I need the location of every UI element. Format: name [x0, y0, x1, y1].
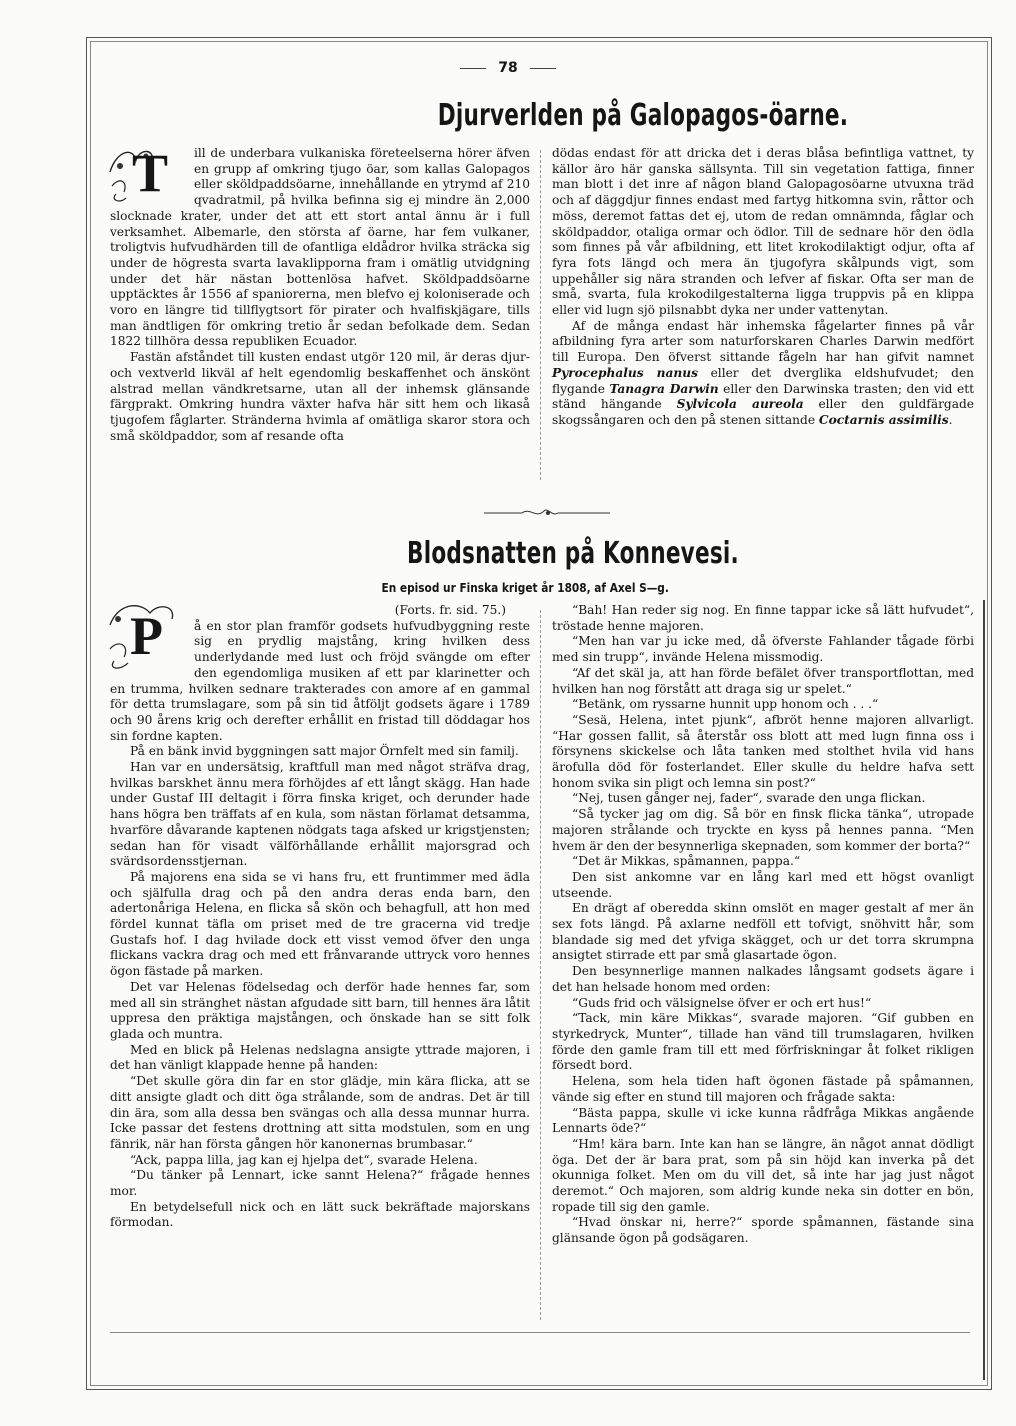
text-run: eller det dverglika eldshufvudet; den flygande — [552, 365, 975, 396]
paragraph: Den besynnerlige mannen nalkades långsamt godsets ägare i det han helsade honom med orden: — [552, 964, 974, 994]
page-number-rule-left — [460, 68, 486, 69]
article1-column-left — [110, 143, 530, 444]
bottom-rule — [110, 1332, 970, 1333]
paragraph: “Betänk, om ryssarne hunnit upp honom och . . .“ — [572, 697, 879, 712]
paragraph: “Guds frid och välsignelse öfver er och ert hus!“ — [572, 995, 872, 1010]
paragraph: “Det skulle göra din far en stor glädje, min kära flicka, att se ditt ansigte gladt och ditt öga strålande, som de andras. Det är till din ära, som alla dessa ben svängas och alla dessa munnar hurra. Icke passar det festens drottning att sitta modstulen, som en ung fänrik, när han första gången hör kanonernas brumbasar.“ — [110, 1074, 530, 1151]
article2-column-left — [110, 603, 530, 1231]
paragraph: Han var en undersätsig, kraftfull man med något sträfva drag, hvilkas barskhet ännu mera förhöjdes af ett långt skägg. Han hade under Gustaf III deltagit i förra finska kriget, och derunder hade hans högra ben träffats af en kula, som nästan förlamat detsamma, hvarföre dåvarande kaptenen nödgats taga afsked ur krigstjensten; sedan han för visadt välförhållande erhållit majorsgrad och svärdsordensstjernan. — [110, 760, 530, 869]
page-number-value: 78 — [498, 60, 518, 76]
article2-title: Blodsnatten på Konnevesi. — [407, 536, 739, 571]
article2-subtitle: En episod ur Finska kriget år 1808, af Axel S—g. — [381, 581, 669, 595]
paragraph: “Af det skäl ja, att han förde befälet öfver transportflottan, med hvilken han nog förstått att draga sig ur spelet.“ — [552, 665, 974, 696]
column-rule — [540, 610, 541, 1320]
text-run: Af de många endast här inhemska fågelarter finnes på vår afbildning fyra arter som naturforskaren Charles Darwin medfört till Europa. Den öfverst sittande fågeln har han gifvit namnet — [552, 318, 974, 365]
section-divider — [482, 505, 612, 525]
species-name: Sylvicola aureola — [676, 397, 804, 412]
species-name: Pyrocephalus nanus — [552, 365, 698, 380]
article2-column-right — [552, 603, 974, 1247]
paragraph: “Bah! Han reder sig nog. En finne tappar icke så lätt hufvudet“, tröstade henne majoren. — [552, 603, 974, 633]
paragraph: Fastän afståndet till kusten endast utgör 120 mil, är deras djur- och vextverld likväl af helt egendomlig beskaffenhet och änskönt alstrad mellan vändkretsarne, utan all der inhemsk glänsande färgprakt. Omkring hundra växter hafva här sitt hem och likaså tjugofem fåglarter. Stränderna hvimla af omätliga skaror stora och små sköldpaddor, som af resande ofta — [110, 350, 530, 443]
dropcap-letter: P — [130, 606, 163, 666]
flourish-icon — [482, 505, 612, 521]
column-rule — [540, 150, 541, 480]
paragraph: “Det är Mikkas, spåmannen, pappa.“ — [572, 854, 801, 869]
binding-edge — [983, 600, 985, 1380]
dropcap-letter: T — [132, 143, 169, 203]
article1-dropcap — [106, 142, 188, 202]
paragraph: “Men han var ju icke med, då öfverste Fahlander tågade förbi med sin trupp“, invände Helena missmodig. — [552, 634, 974, 665]
paragraph: dödas endast för att dricka det i deras blåsa befintliga vattnet, ty källor äro här ganska sällsynta. Till sin vegetation fattiga, finner man blott i det inre af någon bland Galopagosöarne utvuxna träd och af däggdjur finnes endast med fartyg hitkomna svin, råttor och möss, deremot fattas det ej, utom de redan omnämnda, fåglar och sköldpaddor, otaliga ormar och ödlor. Till de sednare hör den ödla som finnes på vår afbildning, ett litet krokodilaktigt odjur, ofta af fyra fots längd och mera än tjugofyra skålpunds vigt, som uppehåller sig nära stranden och lefver af fiskar. Ofta ser man de små, svarta, fula krokodilgestalterna ligga truppvis på en klippa eller vid lugn sjö pilsnabbt dyka ner under vattenytan. — [552, 146, 974, 318]
paragraph: Med en blick på Helenas nedslagna ansigte yttrade majoren, i det han vänligt klappade henne på handen: — [110, 1042, 530, 1073]
article1-title: Djurverlden på Galopagos-öarne. — [437, 98, 849, 133]
paragraph: Det var Helenas födelsedag och derför hade hennes far, som med all sin stränghet nästan afgudade sitt barn, till hennes ära låtit uppresa den präktiga majstången, och önskade han se sitt folk glada och muntra. — [110, 979, 530, 1041]
paragraph: “Nej, tusen gånger nej, fader“, svarade den unga flickan. — [572, 791, 926, 806]
paragraph: “Tack, min käre Mikkas“, svarade majoren. “Gif gubben en styrkedryck, Munter“, tillade han vänd till trumslagaren, hvilken förde den gamle fram till ett med förfriskningar åt folket rikligen försedt bord. — [552, 1011, 974, 1073]
paragraph: “Sesä, Helena, intet pjunk“, afbröt henne majoren allvarligt. “Har gossen fallit, så återstår oss blott att med lugn finna oss i försynens skickelse och låta tanken med stolthet hvila vid hans ärofulla död för fosterlandet. Eller skulle du heldre hafva sett honom svika sin pligt och lemna sin post?“ — [552, 712, 974, 790]
page-number — [0, 60, 1016, 76]
paragraph-species — [552, 319, 974, 429]
paragraph: “Hvad önskar ni, herre?“ sporde spåmannen, fästande sina glänsande ögon på godsägaren. — [552, 1215, 974, 1246]
article1-column-right — [552, 146, 974, 429]
paragraph: “Du tänker på Lennart, icke sannt Helena?“ frågade hennes mor. — [110, 1168, 530, 1199]
paragraph: “Hm! kära barn. Inte kan han se längre, än något annat dödligt öga. Det der är bara prat, som på sin höjd kan inverka på det okunniga folket. Men om du vill det, så inte har jag just något deremot.“ Och majoren, som aldrig kunde neka sin dotter en bön, ropade till sig den gamle. — [552, 1136, 974, 1214]
paragraph: ill de underbara vulkaniska företeelserna hörer äfven en grupp af omkring tjugo öar, som kallas Galopagos eller sköldpaddsöarne, innehållande en ytrymd af 210 qvadratmil, på hvilka befinna sig ej mindre än 2,000 slocknade krater, under det att ett stort antal ännu är i full verksamhet. Albemarle, den största af öarne, har fem vulkaner, troligtvis hufvudhärden till de ofantliga eldådror hvilka sträcka sig under de högresta svarta lavaklipporna fram i omätlig utvidgning under det här nästan bottenlösa hafvet. Sköldpaddsöarne upptäcktes år 1556 af spaniorerna, men blefvo ej koloniserade och voro en längre tid tillflygtsort för pirater och hvalfiskjägare, tills man ändtligen för omkring tretio år sedan befolkade dem. Sedan 1822 tillhöra dessa republiken Ecuador. — [110, 146, 530, 349]
species-name: Coctarnis assimilis — [818, 412, 949, 427]
paragraph: å en stor plan framför godsets hufvudbyggning reste sig en prydlig majstång, kring hvilken dess underlydande med lust och fröjd svängde om efter den egendomliga musiken af ett par klarinetter och en trumma, hvilken sednare trakterades con amore af en gammal för detta trumslagare, som på sin tid åtföljt godsets ägare i 1789 och 90 årens krig och derefter erhållit en fristad till döddagar hos sin fordne kapten. — [110, 618, 530, 743]
paragraph: En drägt af oberedda skinn omslöt en mager gestalt af mer än sex fots längd. På axlarne nedföll ett tofvigt, snöhvitt hår, som blandade sig med det yfviga skägget, och ur det torra skrumpna ansigtet stirrade ett par små glasartade ögon. — [552, 901, 974, 963]
text-run: eller den Darwinska trasten; den vid ett ständ hängande — [552, 381, 974, 412]
species-name: Tanagra Darwin — [609, 381, 719, 396]
paragraph: En betydelsefull nick och en lätt suck bekräftade majorskans förmodan. — [110, 1199, 530, 1230]
paragraph: “Ack, pappa lilla, jag kan ej hjelpa det“, svarade Helena. — [130, 1152, 478, 1167]
paragraph: Helena, som hela tiden haft ögonen fästade på spåmannen, vände sig efter en stund till majoren och frågade sakta: — [552, 1074, 974, 1104]
text-run: . — [948, 412, 953, 427]
text-run: eller den guldfärgade skogssångaren och den på stenen sittande — [552, 397, 974, 427]
paragraph: Den sist ankomne var en lång karl med ett högst ovanligt utseende. — [552, 869, 974, 900]
paragraph: “Bästa pappa, skulle vi icke kunna rådfråga Mikkas angående Lennarts öde?“ — [552, 1105, 974, 1136]
page-number-rule-right — [530, 68, 556, 69]
paragraph: “Så tycker jag om dig. Så bör en finsk flicka tänka“, utropade majoren strålande och tryckte en kyss på hennes panna. “Men hvem är den der besynnerliga skepnaden, som kommer der borta?“ — [552, 807, 974, 853]
paragraph: På en bänk invid byggningen satt major Örnfelt med sin familj. — [130, 744, 519, 759]
paragraph: På majorens ena sida se vi hans fru, ett fruntimmer med ädla och själfulla drag och på den andra deras enda barn, den adertonåriga Helena, en flicka så skön och behagfull, att hon med fördel kunnat täfla om priset med de tre gracerna vid tredje Gustafs hof. I dag hvilade dock ett visst vemod öfver den unga flickans vackra drag och med ett frånvarande uttryck voro hennes ögon fästade på marken. — [110, 869, 530, 979]
continued-note: (Forts. fr. sid. 75.) — [394, 603, 506, 617]
article2-dropcap — [106, 599, 188, 673]
